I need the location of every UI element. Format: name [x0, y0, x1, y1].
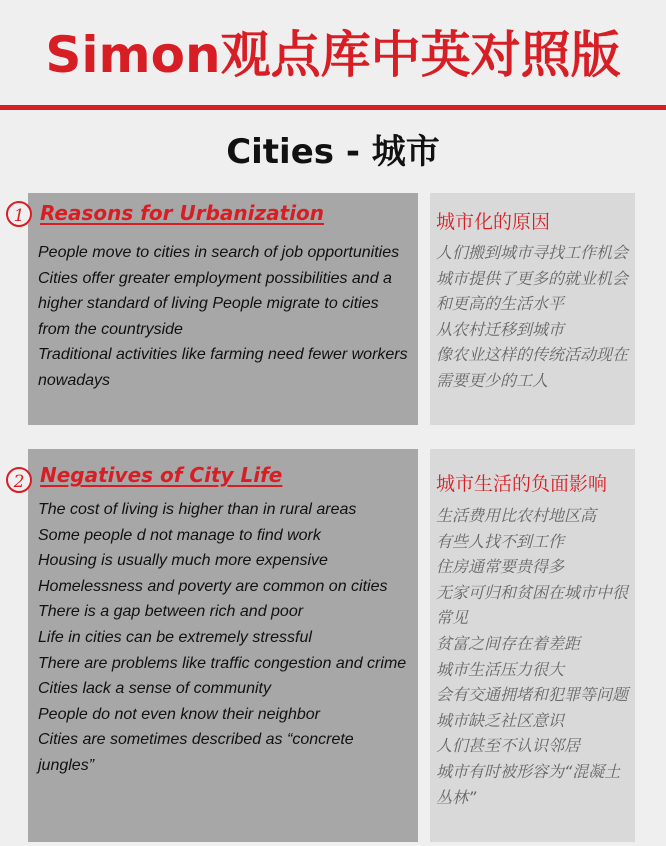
list-item: Cities lack a sense of community	[38, 680, 271, 698]
list-item: 住房通常要贵得多	[436, 557, 565, 577]
list-item: There are problems like traffic congestion and crime	[38, 654, 407, 672]
list-item: There is a gap between rich and poor	[38, 603, 304, 621]
list-item: 人们甚至不认识邻居	[436, 736, 581, 756]
page-title: Cities - 城市	[226, 132, 440, 172]
list-item: The cost of living is higher than in rural areas	[38, 501, 357, 518]
section-1-number-badge: 1	[6, 201, 32, 227]
section-1-english-list	[38, 240, 413, 394]
list-item: People move to cities in search of job opportunities	[38, 244, 400, 261]
section-2-chinese-list	[436, 503, 631, 810]
section-2-english-list	[38, 497, 413, 779]
section-1-chinese-heading: 城市化的原因	[436, 211, 551, 233]
list-item: 城市缺乏社区意识	[436, 710, 565, 730]
list-item: 像农业这样的传统活动现在需要更少的工人	[436, 345, 629, 390]
list-item: 贫富之间存在着差距	[436, 633, 581, 653]
section-2-english-heading: Negatives of City Life	[40, 463, 283, 487]
list-item: Cities offer greater employment possibilities and a higher standard of living People migrate to cities from the countryside	[38, 269, 392, 338]
list-item: 城市生活压力很大	[436, 659, 565, 679]
list-item: 从农村迁移到城市	[436, 319, 565, 339]
section-1-english-heading: Reasons for Urbanization	[40, 201, 325, 225]
list-item: 生活费用比农村地区高	[436, 506, 597, 525]
list-item: Life in cities can be extremely stressful	[38, 628, 312, 646]
header-title: Simon观点库中英对照版	[45, 26, 621, 84]
header-divider	[0, 105, 666, 110]
list-item: Some people d not manage to find work	[38, 526, 321, 544]
list-item: 会有交通拥堵和犯罪等问题	[436, 685, 629, 705]
list-item: 有些人找不到工作	[436, 531, 565, 551]
section-1-chinese-list	[436, 240, 631, 394]
list-item: 无家可归和贫困在城市中很常见	[436, 582, 629, 628]
list-item: 城市提供了更多的就业机会和更高的生活水平	[436, 268, 629, 314]
section-2-chinese-heading: 城市生活的负面影响	[436, 473, 608, 495]
list-item: Housing is usually much more expensive	[38, 552, 328, 570]
section-2-number-badge: 2	[6, 467, 32, 493]
list-item: Cities are sometimes described as “concrete jungles”	[38, 731, 354, 774]
list-item: 人们搬到城市寻找工作机会	[436, 243, 629, 262]
list-item: People do not even know their neighbor	[38, 705, 320, 723]
list-item: Homelessness and poverty are common on cities	[38, 577, 388, 595]
list-item: Traditional activities like farming need fewer workers nowadays	[38, 346, 408, 389]
list-item: 城市有时被形容为“混凝土丛林”	[436, 761, 621, 807]
